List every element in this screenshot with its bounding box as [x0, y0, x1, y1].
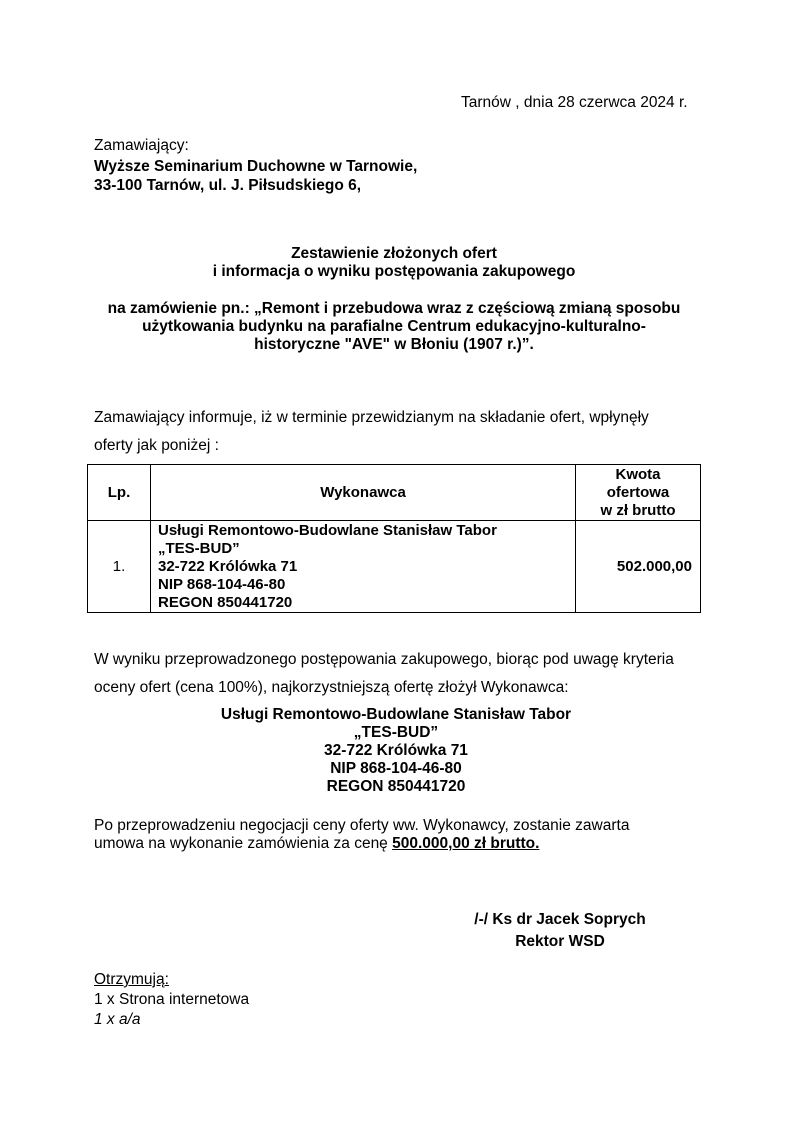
intro-line-1: Zamawiający informuje, iż w terminie przewidzianym na składanie ofert, wpłynęły — [94, 409, 649, 426]
result-line-2: oceny ofert (cena 100%), najkorzystniejszą ofertę złożył Wykonawca: — [94, 679, 569, 696]
winner-block — [94, 706, 698, 796]
negotiation-paragraph — [94, 817, 629, 853]
title-line-1: Zestawienie złożonych ofert — [291, 245, 497, 262]
header-amount-line-2: ofertowa — [606, 483, 670, 501]
row-amount: 502.000,00 — [576, 521, 701, 613]
row-contractor — [151, 521, 576, 613]
signatory-role: Rektor WSD — [515, 933, 605, 950]
winner-line: NIP 868-104-46-80 — [330, 760, 462, 777]
signatory-name: /-/ Ks dr Jacek Soprych — [474, 911, 646, 928]
place-date: Tarnów , dnia 28 czerwca 2024 r. — [461, 94, 688, 111]
document-title — [94, 245, 694, 281]
recipients-block — [94, 970, 249, 1030]
recipient-item: 1 x Strona internetowa — [94, 991, 250, 1008]
winner-line: 32-722 Królówka 71 — [324, 742, 468, 759]
recipients-label: Otrzymują: — [94, 971, 169, 988]
order-line-3: historyczne "AVE" w Błoniu (1907 r.)”. — [254, 336, 534, 353]
negotiation-line-2 — [94, 835, 629, 853]
order-line-1: na zamówienie pn.: „Remont i przebudowa wraz z częściową zmianą sposobu — [107, 300, 681, 317]
client-label: Zamawiający: — [94, 137, 189, 154]
negotiation-text: umowa na wykonanie zamówienia za cenę — [94, 835, 393, 852]
contractor-line: „TES-BUD” — [158, 539, 240, 557]
final-price: 500.000,00 zł brutto. — [392, 835, 540, 852]
negotiation-line-1: Po przeprowadzeniu negocjacji ceny oferty ww. Wykonawcy, zostanie zawarta — [94, 817, 630, 834]
order-name — [94, 300, 694, 354]
result-paragraph — [94, 646, 674, 702]
contractor-line: NIP 868-104-46-80 — [158, 575, 286, 593]
table-header-row — [88, 465, 701, 521]
intro-line-2: oferty jak poniżej : — [94, 437, 219, 454]
client-name: Wyższe Seminarium Duchowne w Tarnowie, — [94, 158, 418, 175]
winner-line: REGON 850441720 — [326, 778, 466, 795]
contractor-line: Usługi Remontowo-Budowlane Stanisław Tabor — [158, 521, 497, 539]
title-line-2: i informacja o wyniku postępowania zakupowego — [212, 263, 576, 280]
header-contractor: Wykonawca — [151, 465, 576, 521]
table-row — [88, 521, 701, 613]
winner-line: Usługi Remontowo-Budowlane Stanisław Tabor — [220, 706, 572, 723]
header-amount — [576, 465, 701, 521]
offers-table — [87, 464, 701, 613]
header-lp: Lp. — [88, 465, 151, 521]
contractor-line: REGON 850441720 — [158, 593, 293, 611]
signature-block — [440, 909, 680, 953]
result-line-1: W wyniku przeprowadzonego postępowania zakupowego, biorąc pod uwagę kryteria — [94, 651, 674, 668]
header-amount-line-1: Kwota — [615, 465, 661, 483]
row-lp: 1. — [88, 521, 151, 613]
recipient-item: 1 x a/a — [94, 1011, 141, 1028]
header-amount-line-3: w zł brutto — [600, 501, 676, 519]
order-line-2: użytkowania budynku na parafialne Centrum edukacyjno-kulturalno- — [142, 318, 646, 335]
intro-paragraph — [94, 404, 649, 460]
client-address: 33-100 Tarnów, ul. J. Piłsudskiego 6, — [94, 177, 362, 194]
winner-line: „TES-BUD” — [353, 724, 439, 741]
contractor-line: 32-722 Królówka 71 — [158, 557, 298, 575]
